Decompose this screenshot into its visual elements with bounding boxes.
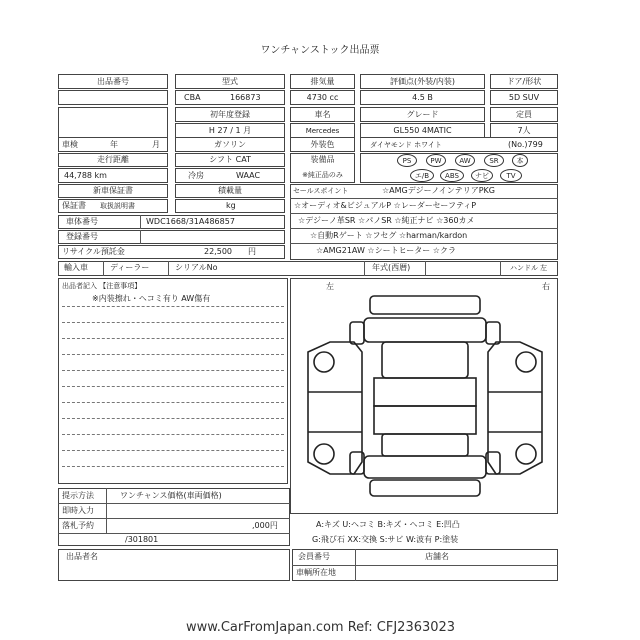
sales-divider-1 [290, 198, 558, 199]
method-label: 提示方法 [62, 491, 94, 500]
legend-line-2: G:飛び石 XX:交換 S:サビ W:波有 P:塗装 [312, 535, 459, 544]
exhibitor-label: 出品者名 [66, 552, 98, 561]
dept-label: 即時入力 [62, 506, 94, 515]
import-div-5 [500, 261, 501, 276]
notes-rule-9 [62, 434, 284, 435]
notes-rule-6 [62, 386, 284, 387]
car-damage-diagram [300, 292, 550, 504]
notes-rule-10 [62, 450, 284, 451]
equipment-pw: PW [426, 154, 446, 167]
mileage-value: 44,788 km [64, 171, 107, 180]
sales-point-line-5: ☆AMG21AW ☆シートヒーター ☆クラ [316, 246, 456, 255]
pricing-rule-3 [58, 533, 290, 534]
mileage-label: 走行距離 [97, 155, 129, 164]
sales-points-label: セールスポイント [293, 187, 349, 195]
member-label: 会員番号 [298, 552, 330, 561]
import-div-1 [103, 261, 104, 276]
displacement-value: 4730 cc [306, 93, 339, 102]
shop-label: 店舗名 [425, 552, 449, 561]
load-unit: kg [226, 201, 236, 210]
plate-divider [140, 230, 141, 244]
exterior-label: 外装色 [310, 140, 335, 149]
shift-label: シフト CAT [209, 155, 251, 164]
model-prefix: CBA [184, 93, 201, 102]
inspection-month: 月 [152, 140, 160, 149]
displacement-label: 排気量 [310, 77, 335, 86]
lot-number-label: 出品番号 [97, 77, 129, 86]
equipment-ps: PS [397, 154, 417, 167]
handle-label: ハンドル [510, 264, 538, 272]
model-code-label: 型式 [222, 77, 238, 86]
fuel-value: ガソリン [214, 140, 246, 149]
serial-label: シリアルNo [175, 263, 218, 272]
equipment-leather: 本 [512, 154, 528, 167]
recycle-unit: 円 [248, 247, 256, 256]
dealer-label: ディーラー [110, 263, 150, 272]
sales-divider-3 [290, 228, 558, 229]
equipment-ab: エ/B [410, 169, 434, 182]
handle-value: 左 [540, 264, 547, 272]
pricing-rule-1 [58, 503, 290, 504]
notes-rule-11 [62, 466, 284, 467]
equipment-sr: SR [484, 154, 504, 167]
inspection-label: 車検 [62, 140, 78, 149]
equipment-abs: ABS [440, 169, 464, 182]
exterior-value: ダイヤモンド ホワイト [370, 141, 442, 149]
lot-number-value: /301801 [125, 535, 159, 544]
import-label: 輸入車 [64, 263, 88, 272]
recycle-value: 22,500 [204, 247, 232, 256]
model-code: 166873 [230, 93, 261, 102]
reserve-label: 落札予約 [62, 521, 94, 530]
sales-divider-4 [290, 243, 558, 244]
reg-value: H 27 / 1 月 [208, 126, 252, 135]
notes-rule-8 [62, 418, 284, 419]
sales-point-line-3: ☆デジーノ革SR ☆パノSR ☆純正ナビ ☆360カメ [298, 216, 475, 225]
vin-divider [140, 215, 141, 229]
sales-point-line-2: ☆オーディオ&ビジュアルP ☆レーダーセーフティP [294, 201, 477, 210]
reg-label: 初年度登録 [210, 110, 250, 119]
form-title: ワンチャンストック出品票 [260, 45, 380, 56]
equipment-navi: ナビ [471, 169, 493, 182]
lot-number-blank [58, 107, 168, 139]
color-number: (No.)799 [508, 140, 543, 149]
lot-number-cell [58, 90, 168, 105]
notes-line-1: ※内装擦れ・ヘコミ有り AW傷有 [92, 294, 211, 303]
import-div-4 [425, 261, 426, 276]
pricing-rule-2 [58, 518, 290, 519]
sales-point-line-4: ☆自動Rゲート ☆フセグ ☆harman/kardon [310, 231, 468, 240]
vin-label: 車体番号 [66, 217, 98, 226]
import-div-2 [168, 261, 169, 276]
watermark-text: www.CarFromJapan.com Ref: CFJ2363023 [186, 620, 456, 635]
sales-point-line-1: ☆AMGデジーノインテリアPKG [382, 186, 495, 195]
name-value: Mercedes [305, 127, 340, 135]
notes-rule-4 [62, 354, 284, 355]
notes-label: 出品者記入 【注意事項】 [62, 282, 142, 290]
warranty-label: 保証書 [62, 201, 86, 210]
trade-label: 車輌所在地 [296, 568, 336, 577]
notes-rule-3 [62, 338, 284, 339]
price-suffix: ,000円 [252, 521, 278, 530]
ac-value: WAAC [236, 171, 261, 180]
notes-rule-1 [62, 306, 284, 307]
name-label: 車名 [314, 110, 331, 119]
ac-label: 冷房 [188, 171, 204, 180]
inspection-year: 年 [110, 140, 118, 149]
equipment-note: ※純正品のみ [302, 171, 343, 179]
pricing-divider [106, 488, 107, 533]
plate-label: 登録番号 [66, 232, 98, 241]
score-value: 4.5 B [412, 93, 433, 102]
equipment-aw: AW [455, 154, 475, 167]
import-div-3 [364, 261, 365, 276]
legend-line-1: A:キズ U:ヘコミ B:キズ・ヘコミ E:凹凸 [316, 520, 460, 529]
equipment-label: 装備品 [310, 155, 335, 164]
footer-rule [292, 565, 558, 566]
capacity-label: 定員 [516, 110, 532, 119]
sales-divider-2 [290, 213, 558, 214]
diagram-right-label: 右 [542, 282, 550, 291]
notes-rule-5 [62, 370, 284, 371]
notes-box [58, 278, 288, 484]
load-label: 積載量 [218, 186, 242, 195]
diagram-left-label: 左 [326, 282, 334, 291]
year-label: 年式(西暦) [372, 263, 411, 272]
grade-value: GL550 4MATIC [393, 126, 452, 135]
vin-value: WDC1668/31A486857 [146, 217, 235, 226]
equipment-tv: TV [500, 169, 522, 182]
method-value: ワンチャンス価格(車両価格) [120, 491, 222, 500]
notes-rule-2 [62, 322, 284, 323]
notes-rule-7 [62, 402, 284, 403]
score-label: 評価点(外装/内装) [390, 77, 455, 86]
capacity-value: 7人 [517, 126, 531, 135]
recycle-label: リサイクル預託金 [62, 247, 125, 256]
grade-label: グレード [406, 110, 439, 119]
doors-value: 5D SUV [508, 93, 540, 102]
doors-label: ドア/形状 [506, 77, 542, 86]
new-warranty-label: 新車保証書 [93, 186, 133, 195]
warranty-note: 取扱説明書 [100, 202, 135, 210]
